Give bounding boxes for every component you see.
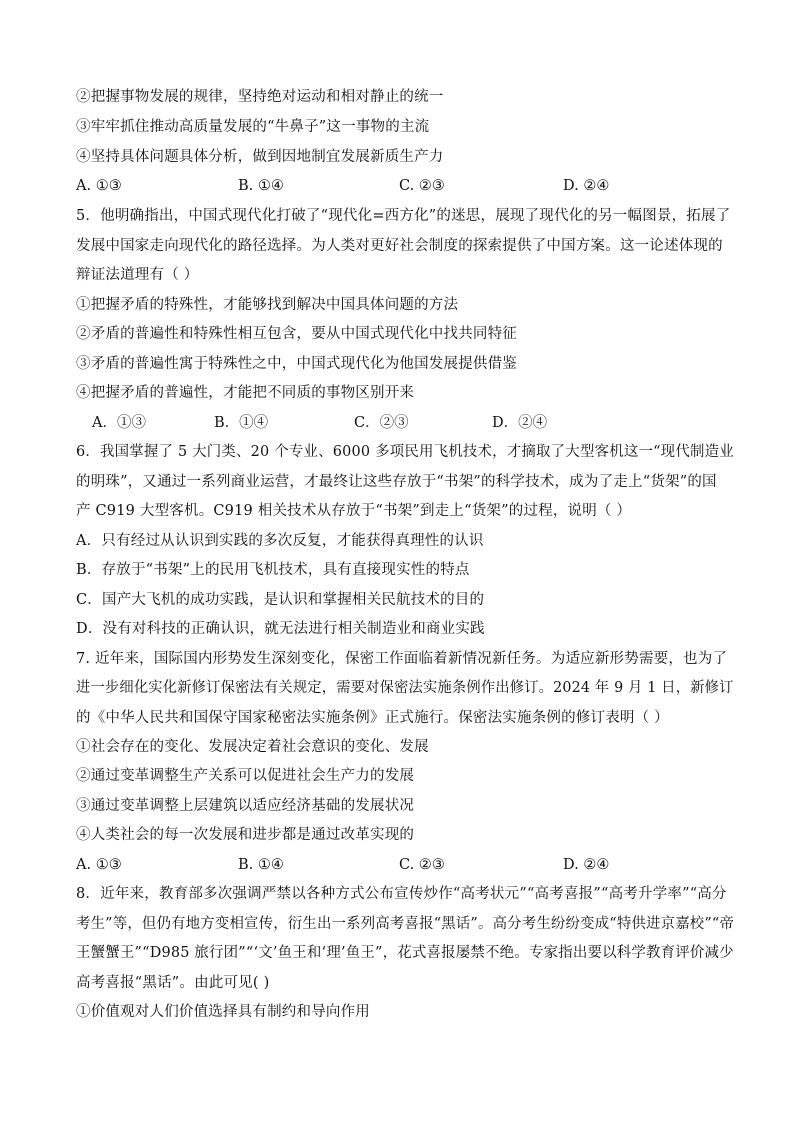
question-8-choice-1: ①价值观对人们价值选择具有制约和导向作用 [76,1004,370,1020]
question-8-stem-line-2: 考生”等，但仍有地方变相宣传，衍生出一系列高考喜报“黑话”。高分考生纷纷变成“特供进京嘉校”“帝 [76,916,735,932]
option-d: D．②④ [492,415,548,431]
question-7-choice-4: ④人类社会的每一次发展和进步都是通过改革实现的 [76,827,415,843]
option-a: A．①③ [92,415,146,431]
question-7-choice-2: ②通过变革调整生产关系可以促进社会生产力的发展 [76,768,415,784]
question-6-option-d: D．没有对科技的正确认识，就无法进行相关制造业和商业实践 [76,621,485,637]
question-7-stem-line-2: 进一步细化实化新修订保密法有关规定，需要对保密法实施条例作出修订。2024 年 9 月 1 日，新修订 [76,680,734,696]
option-b: B. ①④ [238,178,284,194]
question-6-option-a: A．只有经过从认识到实践的多次反复，才能获得真理性的认识 [76,533,484,549]
option-d: D. ②④ [563,178,610,194]
question-6-stem-line-3: 产 C919 大型客机。C919 相关技术从存放于“书架”到走上“货架”的过程，说明（ ） [76,503,632,519]
question-5-choice-2: ②矛盾的普遍性和特殊性相互包含，要从中国式现代化中找共同特征 [76,326,517,342]
question-6-option-b: B．存放于“书架”上的民用飞机技术，具有直接现实性的特点 [76,562,470,578]
choice-item-4: ④坚持具体问题具体分析，做到因地制宜发展新质生产力 [76,149,444,165]
question-7-stem-line-1: 7. 近年来，国际国内形势发生深刻变化，保密工作面临着新情况新任务。为适应新形势需要，也为了 [76,651,728,667]
choice-item-3: ③牢牢抓住推动高质量发展的“牛鼻子”这一事物的主流 [76,119,430,135]
question-8-stem-line-1: 8．近年来，教育部多次强调严禁以各种方式公布宣传炒作“高考状元”“高考喜报”“高考升学率”“高分 [76,886,727,902]
option-b: B. ①④ [238,857,284,873]
option-d: D. ②④ [563,857,610,873]
question-7-choice-3: ③通过变革调整上层建筑以适应经济基础的发展状况 [76,798,415,814]
question-8-stem-line-4: 高考喜报“黑话”。由此可见( ) [76,975,270,991]
option-b: B．①④ [214,415,269,431]
question-7-stem-line-3: 的《中华人民共和国保守国家秘密法实施条例》正式施行。保密法实施条例的修订表明（ ） [76,710,669,726]
question-6-option-c: C．国产大飞机的成功实践，是认识和掌握相关民航技术的目的 [76,592,485,608]
question-6-stem-line-2: 的明珠”，又通过一系列商业运营，才最终让这些存放于“书架”的科学技术，成为了走上“货架”的国 [76,474,717,490]
question-5-stem-line-1: 5．他明确指出，中国式现代化打破了“现代化=西方化”的迷思，展现了现代化的另一幅图景，拓展了 [76,208,731,224]
question-6-stem-line-1: 6．我国掌握了 5 大门类、20 个专业、6000 多项民用飞机技术，才摘取了大型客机这一“现代制造业 [76,444,734,460]
question-5-choice-1: ①把握矛盾的特殊性，才能够找到解决中国具体问题的方法 [76,297,459,313]
question-5-stem-line-2: 发展中国家走向现代化的路径选择。为人类对更好社会制度的探索提供了中国方案。这一论述体现的 [76,238,723,254]
choice-item-2: ②把握事物发展的规律，坚持绝对运动和相对静止的统一 [76,89,444,105]
option-a: A. ①③ [76,178,122,194]
option-c: C．②③ [354,415,409,431]
option-a: A. ①③ [76,857,122,873]
question-5-stem-line-3: 辩证法道理有（ ） [76,267,199,283]
question-7-choice-1: ①社会存在的变化、发展决定着社会意识的变化、发展 [76,739,429,755]
option-c: C. ②③ [399,857,445,873]
question-5-choice-3: ③矛盾的普遍性寓于特殊性之中，中国式现代化为他国发展提供借鉴 [76,356,517,372]
question-8-stem-line-3: 王蟹蟹王”“D985 旅行团”“‘文’鱼王和‘理’鱼王”，花式喜报屡禁不绝。专家指出要以科学教育评价减少 [76,945,734,961]
option-c: C. ②③ [399,178,445,194]
question-5-choice-4: ④把握矛盾的普遍性，才能把不同质的事物区别开来 [76,385,415,401]
